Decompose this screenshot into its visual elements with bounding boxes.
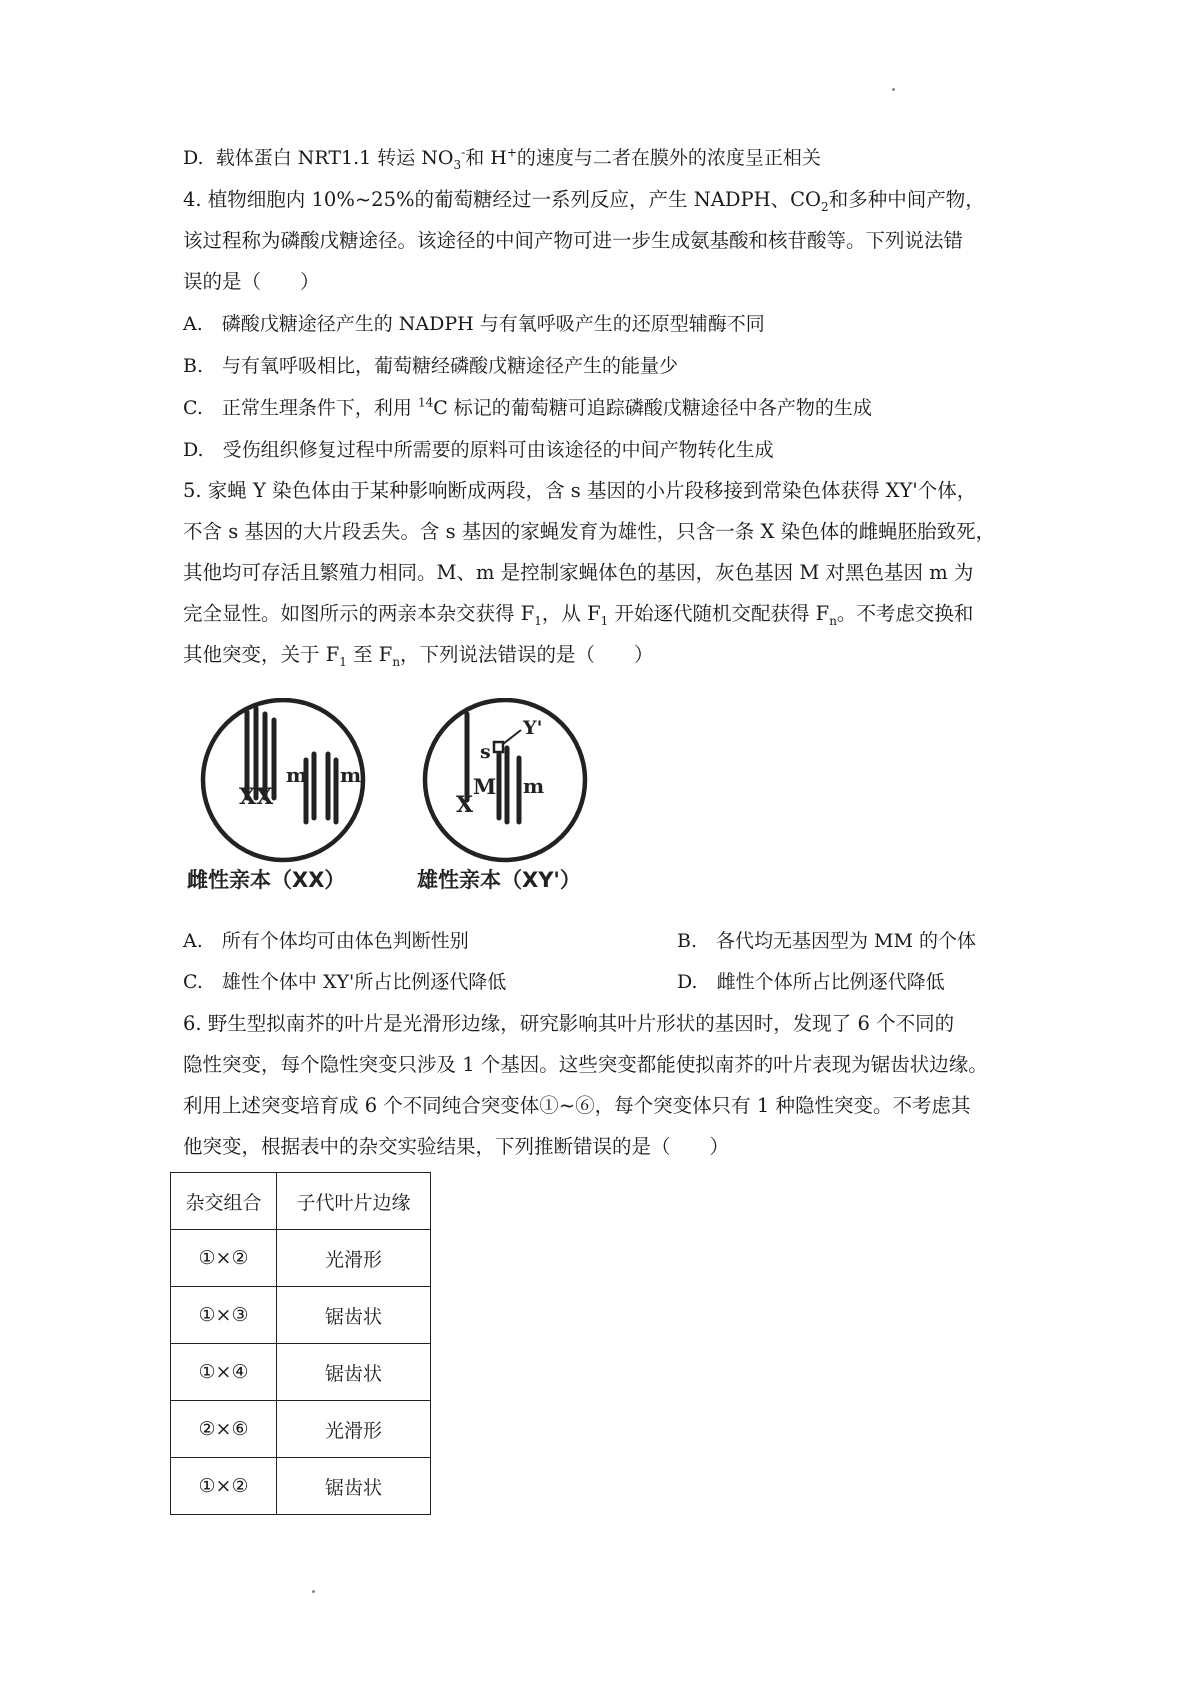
table-cell: 锯齿状 [277, 1458, 431, 1515]
table-header-cell: 子代叶片边缘 [277, 1173, 431, 1230]
caption-female: 雌性亲本（XX） [187, 868, 346, 892]
table-cell: ①×④ [171, 1344, 277, 1401]
y-fragment-box [494, 742, 503, 752]
q6-line-2: 隐性突变，每个隐性突变只涉及 1 个基因。这些突变都能使拟南芥的叶片表现为锯齿状边缘。 [183, 1053, 988, 1076]
table-cell: ①×③ [171, 1287, 277, 1344]
female-m1-label: m [286, 763, 308, 787]
q6-line-4: 他突变，根据表中的杂交实验结果，下列推断错误的是（ ） [183, 1135, 730, 1158]
q5-line-5: 其他突变，关于 $F_1$ 至 $F_n$，下列说法错误的是（ ） [183, 643, 654, 669]
male-m-label: m [523, 774, 545, 798]
table-row [171, 1458, 431, 1515]
female-m2-label: m [340, 763, 362, 787]
q4-option-a: A. 磷酸戊糖途径产生的 NADPH 与有氧呼吸产生的还原型辅酶不同 [183, 313, 765, 335]
male-chromosomes [467, 714, 519, 822]
male-x-label: X [456, 792, 474, 818]
male-s-label: s [480, 741, 491, 763]
q5-option-a: A. 所有个体均可由体色判断性别 [183, 930, 469, 952]
cross-results-table [170, 1172, 431, 1515]
female-xx-label: XX [239, 784, 274, 810]
caption-male: 雄性亲本（XY'） [417, 868, 581, 892]
female-cell-outline [203, 700, 363, 860]
table-cell: ②×⑥ [171, 1401, 277, 1458]
scan-speck [892, 88, 895, 91]
q5-line-3: 其他均可存活且繁殖力相同。M、m 是控制家蝇体色的基因，灰色基因 M 对黑色基因 m 为 [183, 561, 974, 584]
table-cell: 锯齿状 [277, 1287, 431, 1344]
table-cell: 光滑形 [277, 1230, 431, 1287]
table-cell: ①×② [171, 1230, 277, 1287]
q5-option-d: D. 雌性个体所占比例逐代降低 [677, 971, 945, 993]
q4-line-2: 该过程称为磷酸戊糖途径。该途径的中间产物可进一步生成氨基酸和核苷酸等。下列说法错 [183, 229, 964, 252]
scan-speck [312, 1590, 315, 1593]
table-cell: 锯齿状 [277, 1344, 431, 1401]
male-y-label: Y' [523, 717, 543, 739]
q4-option-b: B. 与有氧呼吸相比，葡萄糖经磷酸戊糖途径产生的能量少 [183, 355, 679, 377]
q4-line-1: 4. 植物细胞内 10%~25%的葡萄糖经过一系列反应，产生 NADPH、$CO_2$和多种中间产物， [183, 188, 985, 214]
table-cell: 光滑形 [277, 1401, 431, 1458]
table-row [171, 1230, 431, 1287]
table-header-row [171, 1173, 431, 1230]
q6-line-1: 6. 野生型拟南芥的叶片是光滑形边缘，研究影响其叶片形状的基因时，发现了 6 个不同的 [183, 1012, 955, 1035]
table-cell: ①×② [171, 1458, 277, 1515]
table-row [171, 1401, 431, 1458]
q6-line-3: 利用上述突变培育成 6 个不同纯合突变体①~⑥，每个突变体只有 1 种隐性突变。不考虑其 [183, 1094, 971, 1117]
y-pointer-line [503, 730, 521, 744]
q5-line-2: 不含 s 基因的大片段丢失。含 s 基因的家蝇发育为雄性，只含一条 X 染色体的雌蝇胚胎致死， [183, 520, 996, 543]
q5-line-4: 完全显性。如图所示的两亲本杂交获得 $F_1$，从 $F_1$ 开始逐代随机交配获得 $F_n$。不考虑交换和 [183, 602, 974, 628]
q4-option-c: C. 正常生理条件下，利用 $^{14}$C 标记的葡萄糖可追踪磷酸戊糖途径中各产物的生成 [183, 395, 872, 419]
q4-option-d: D. 受伤组织修复过程中所需要的原料可由该途径的中间产物转化生成 [183, 439, 774, 461]
prev-option-d: D. 载体蛋白 NRT1.1 转运 $NO_3^-$和 H+的速度与二者在膜外的浓度呈正相关 [183, 145, 821, 172]
table-header-cell: 杂交组合 [171, 1173, 277, 1230]
male-bigm-label: M [473, 774, 497, 799]
table-row [171, 1287, 431, 1344]
q5-option-b: B. 各代均无基因型为 MM 的个体 [677, 930, 976, 952]
q5-line-1: 5. 家蝇 Y 染色体由于某种影响断成两段，含 s 基因的小片段移接到常染色体获得 XY'个体， [183, 479, 977, 502]
q5-option-c: C. 雄性个体中 XY'所占比例逐代降低 [183, 971, 507, 993]
table-row [171, 1344, 431, 1401]
q4-line-3: 误的是（ ） [183, 270, 320, 293]
